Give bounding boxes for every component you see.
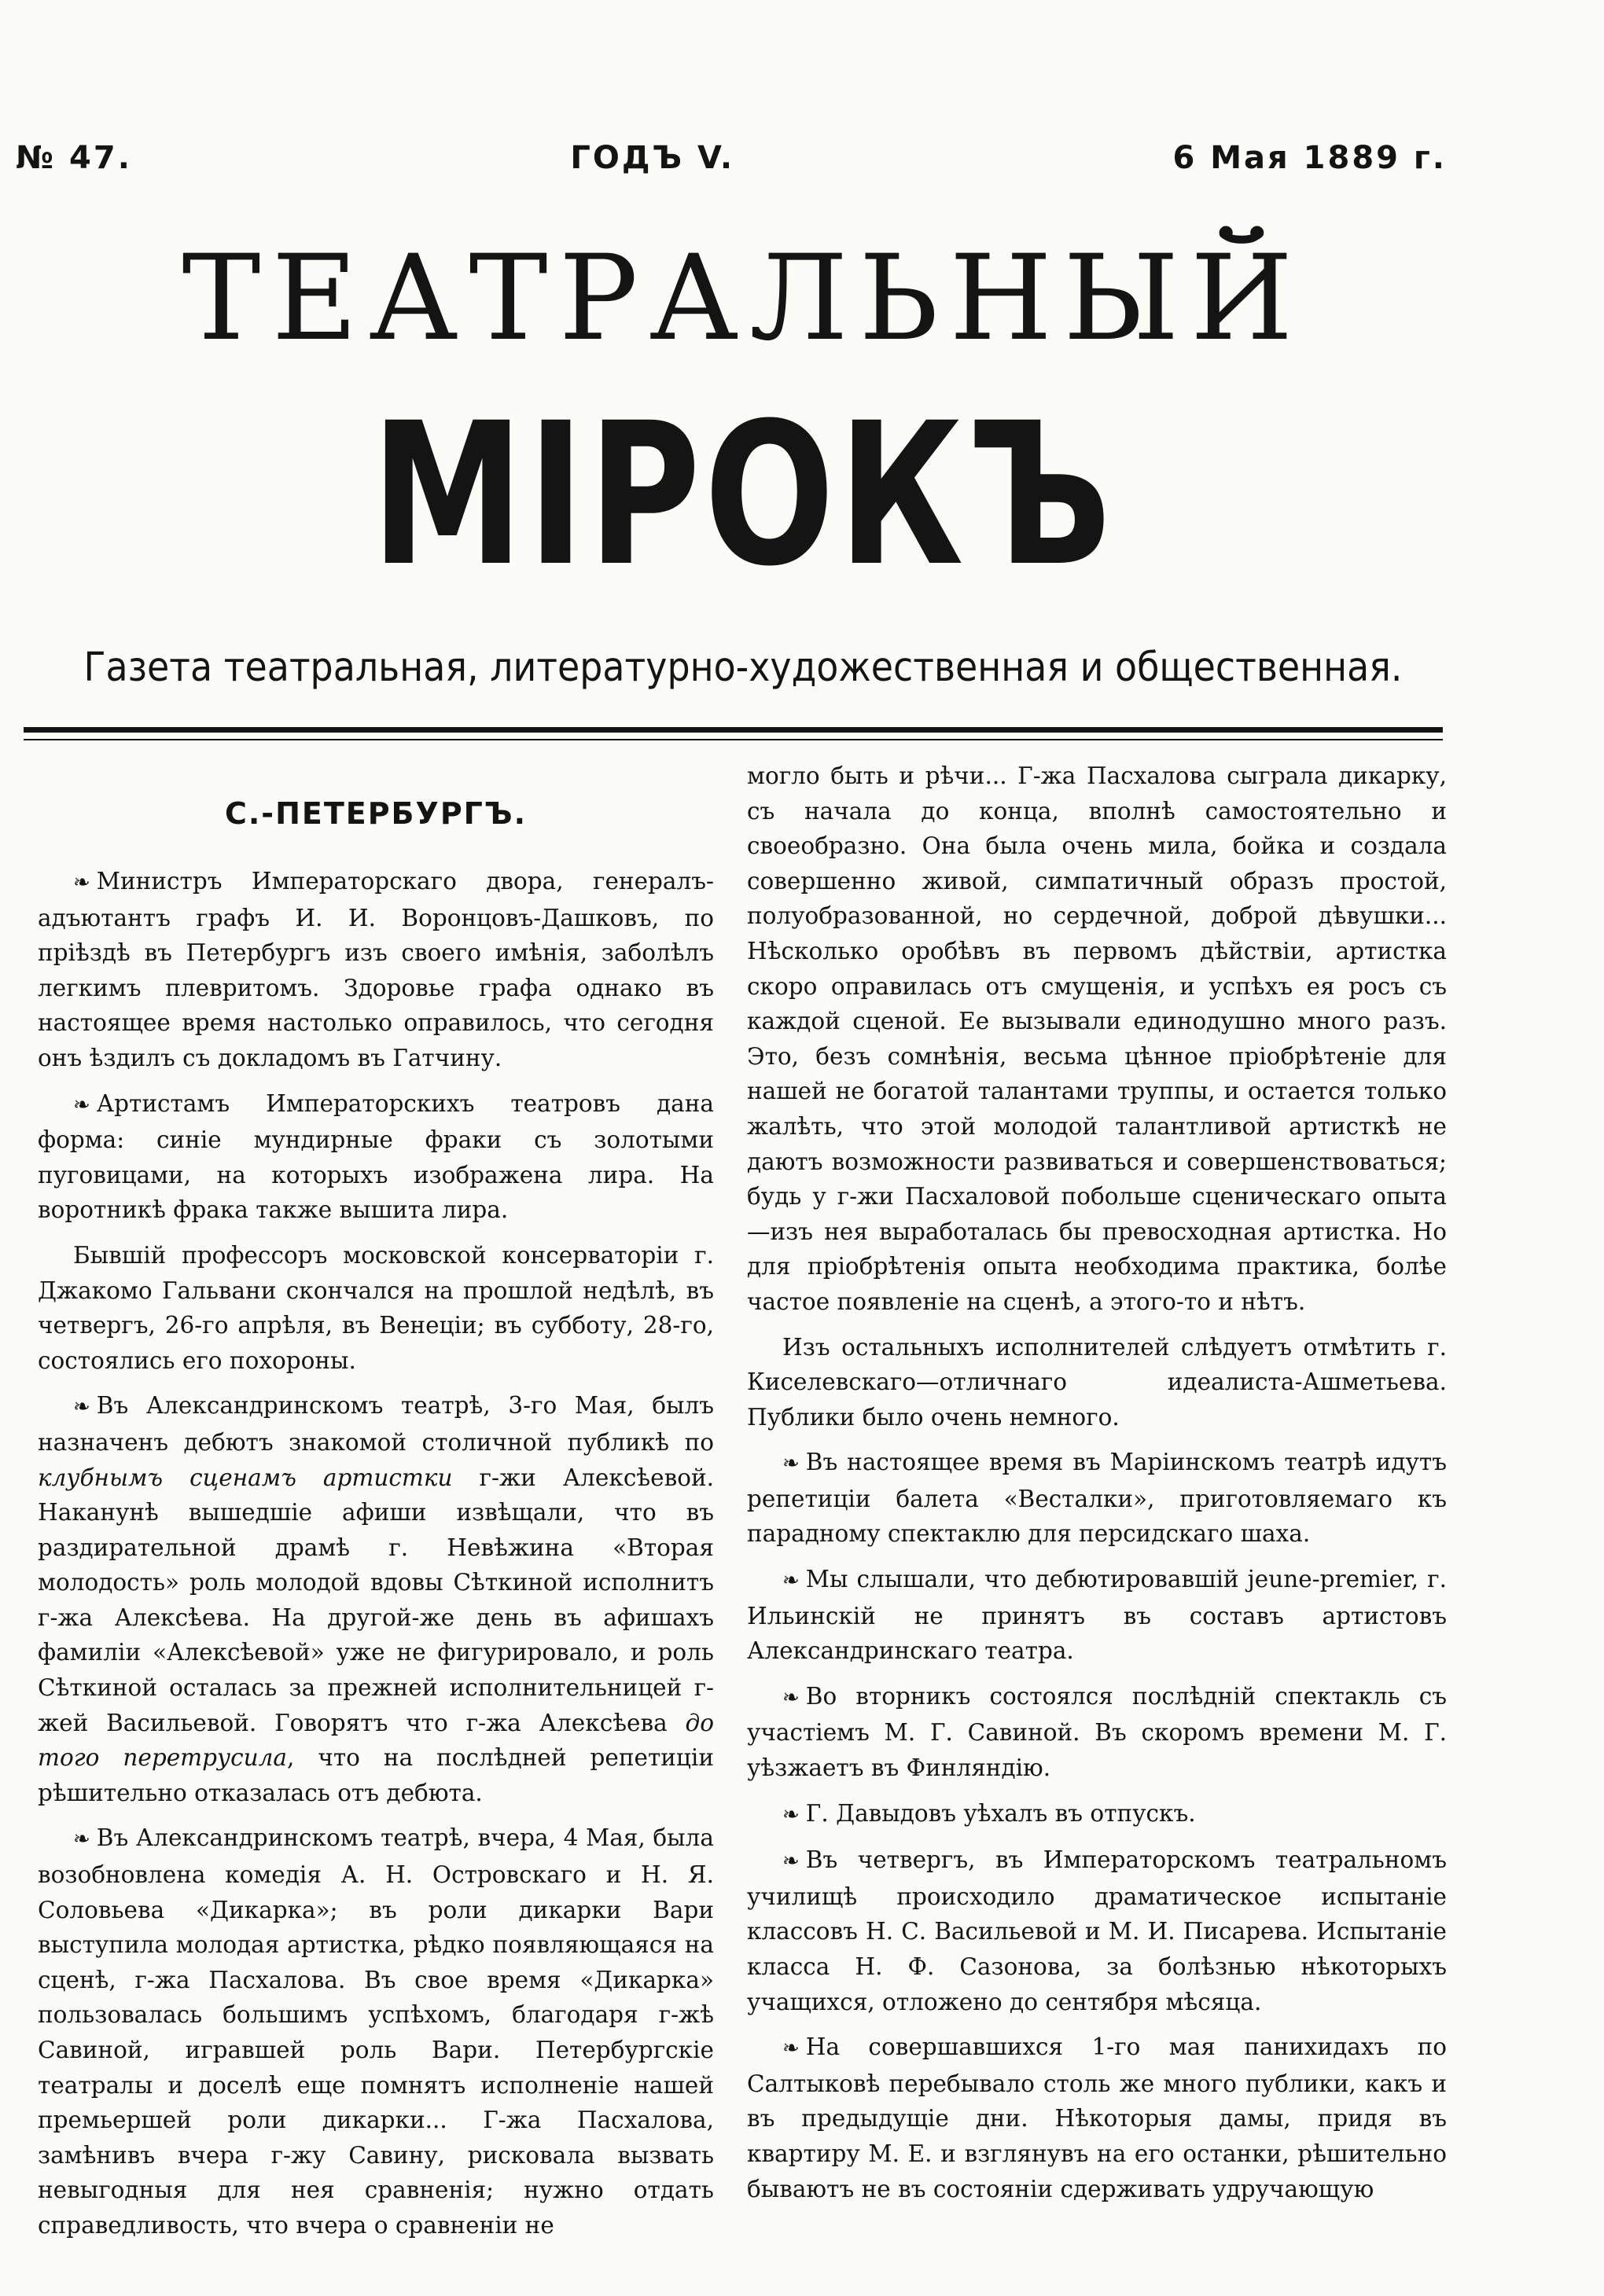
left-column [38, 790, 714, 2254]
ornament-icon: ❧ [782, 2037, 800, 2061]
news-item: ❧ Въ четвергъ, въ Императорскомъ театральномъ училищѣ происходило драматическое испытаніе классовъ Н. С. Васильевой и М. И. Писарева. Испытаніе класса Н. Ф. Сазонова, за болѣзнью нѣкоторыхъ учащихся, отложено до сентября мѣсяца. [747, 1846, 1447, 2015]
news-item: ❧ Во вторникъ состоялся послѣдній спектакль съ участіемъ М. Г. Савиной. Въ скоромъ времени М. Г. уѣзжаетъ въ Финляндію. [747, 1682, 1447, 1782]
right-column [747, 759, 1447, 2217]
ornament-icon: ❧ [73, 1828, 90, 1852]
ornament-icon: ❧ [782, 1850, 800, 1874]
news-item: ❧ Министръ Императорскаго двора, генералъ-адъютантъ графъ И. И. Воронцовъ-Дашковъ, по пріѣздѣ въ Петербургъ изъ своего имѣнія, заболѣлъ легкимъ плевритомъ. Здоровье графа однако въ настоящее время настолько оправилось, что сегодня онъ ѣздилъ съ докладомъ въ Гатчину. [38, 868, 714, 1071]
masthead-rule-thick [24, 727, 1443, 733]
section-heading: С.-ПЕТЕРБУРГЪ. [224, 796, 528, 831]
newspaper-subtitle: Газета театральная, литературно-художественная и общественная. [83, 645, 1403, 691]
masthead-topline [16, 140, 1447, 176]
ornament-icon: ❧ [782, 1802, 800, 1827]
news-item: Изъ остальныхъ исполнителей слѣдуетъ отмѣтить г. Киселевскаго—отличнаго идеалиста-Ашметьева. Публики было очень немного. [747, 1333, 1447, 1431]
ornament-icon: ❧ [782, 1452, 800, 1476]
year-label: ГОДЪ V. [570, 140, 735, 176]
news-item: ❧ На совершавшихся 1-го мая панихидахъ по Салтыковѣ перебывало столь же много публики, какъ и въ предыдущіе дни. Нѣкоторыя дамы, придя въ квартиру М. Е. и взглянувъ на его останки, рѣшительно бываютъ не въ состояніи сдерживать удручающую [747, 2033, 1447, 2202]
news-item-continued: могло быть и рѣчи... Г-жа Пасхалова сыграла дикарку, съ начала до конца, вполнѣ самостоятельно и своеобразно. Она была очень мила, бойка и создала совершенно живой, симпатичный образъ простой, полуобразованной, но сердечной, доброй дѣвушки... Нѣсколько оробѣвъ въ первомъ дѣйствіи, артистка скоро оправилась отъ смущенія, и успѣхъ ея росъ съ каждой сценой. Ее вызывали единодушно много разъ. Это, безъ сомнѣнія, весьма цѣнное пріобрѣтеніе для нашей не богатой талантами труппы, и остается только жалѣть, что этой молодой талантливой артисткѣ не даютъ возможности развиваться и совершенствоваться; будь у г-жи Пасхаловой побольше сценическаго опыта—изъ нея выработалась бы превосходная артистка. Но для пріобрѣтенія опыта необходима практика, болѣе частое появленіе на сценѣ, а этого-то и нѣтъ. [747, 762, 1447, 1315]
news-item: ❧ Въ настоящее время въ Маріинскомъ театрѣ идутъ репетиціи балета «Весталки», приготовляемаго къ парадному спектаклю для персидскаго шаха. [747, 1449, 1447, 1548]
news-item: ❧ Въ Александринскомъ театрѣ, вчера, 4 Мая, была возобновлена комедія А. Н. Островскаго и Н. Я. Соловьева «Дикарка»; въ роли дикарки Вари выступила молодая артистка, рѣдко появляющаяся на сценѣ, г-жа Пасхалова. Въ свое время «Дикарка» пользовалась большимъ успѣхомъ, благодаря г-жѣ Савиной, игравшей роль Вари. Петербургскіе театралы и доселѣ еще помнятъ исполненіе нашей премьершей роли дикарки... Г-жа Пасхалова, замѣнивъ вчера г-жу Савину, рисковала вызвать невыгодныя для нея сравненія; нужно отдать справедливость, что вчера о сравненіи не [38, 1824, 714, 2239]
italic-phrase: клубнымъ сценамъ артистки [38, 1464, 453, 1491]
ornament-icon: ❧ [782, 1685, 800, 1710]
news-item: ❧ Мы слышали, что дебютировавшій jeune-premier, г. Ильинскій не принятъ въ составъ артистовъ Александринскаго театра. [747, 1566, 1447, 1665]
italic-phrase: до того перетрусила [38, 1709, 714, 1772]
issue-date: 6 Мая 1889 г. [1172, 140, 1447, 176]
masthead-rule-thin [24, 739, 1443, 740]
ornament-icon: ❧ [782, 1569, 800, 1593]
issue-number: № 47. [16, 140, 132, 176]
ornament-icon: ❧ [73, 1093, 90, 1117]
newspaper-title-line2: МІРОКЪ [371, 380, 1115, 609]
news-item: ❧ Артистамъ Императорскихъ театровъ дана форма: синіе мундирные фраки съ золотыми пуговицами, на которыхъ изображена лира. На воротникѣ фрака также вышита лира. [38, 1089, 714, 1224]
news-item: ❧ Г. Давыдовъ уѣхалъ въ отпускъ. [782, 1799, 1196, 1827]
ornament-icon: ❧ [73, 1395, 90, 1420]
news-item: ❧ Въ Александринскомъ театрѣ, 3-го Мая, былъ назначенъ дебютъ знакомой столичной публикѣ по клубнымъ сценамъ артистки г-жи Алексѣевой. Наканунѣ вышедшіе афиши извѣщали, что въ раздирательной драмѣ г. Невѣжина «Вторая молодость» роль молодой вдовы Сѣткиной исполнитъ г-жа Алексѣева. На другой-же день въ афишахъ фамиліи «Алексѣевой» уже не фигурировало, и роль Сѣткиной осталась за прежней исполнительницей г-жей Васильевой. Говорятъ что г-жа Алексѣева до того перетрусила, что на послѣдней репетиціи рѣшительно отказалась отъ дебюта. [38, 1392, 714, 1806]
newspaper-title-line1: ТЕАТРАЛЬНЫЙ [182, 230, 1304, 367]
ornament-icon: ❧ [73, 871, 90, 895]
news-item: Бывшій профессоръ московской консерваторіи г. Джакомо Гальвани скончался на прошлой недѣлѣ, въ четвергъ, 26-го апрѣля, въ Венеціи; въ субботу, 28-го, состоялись его похороны. [38, 1241, 714, 1374]
